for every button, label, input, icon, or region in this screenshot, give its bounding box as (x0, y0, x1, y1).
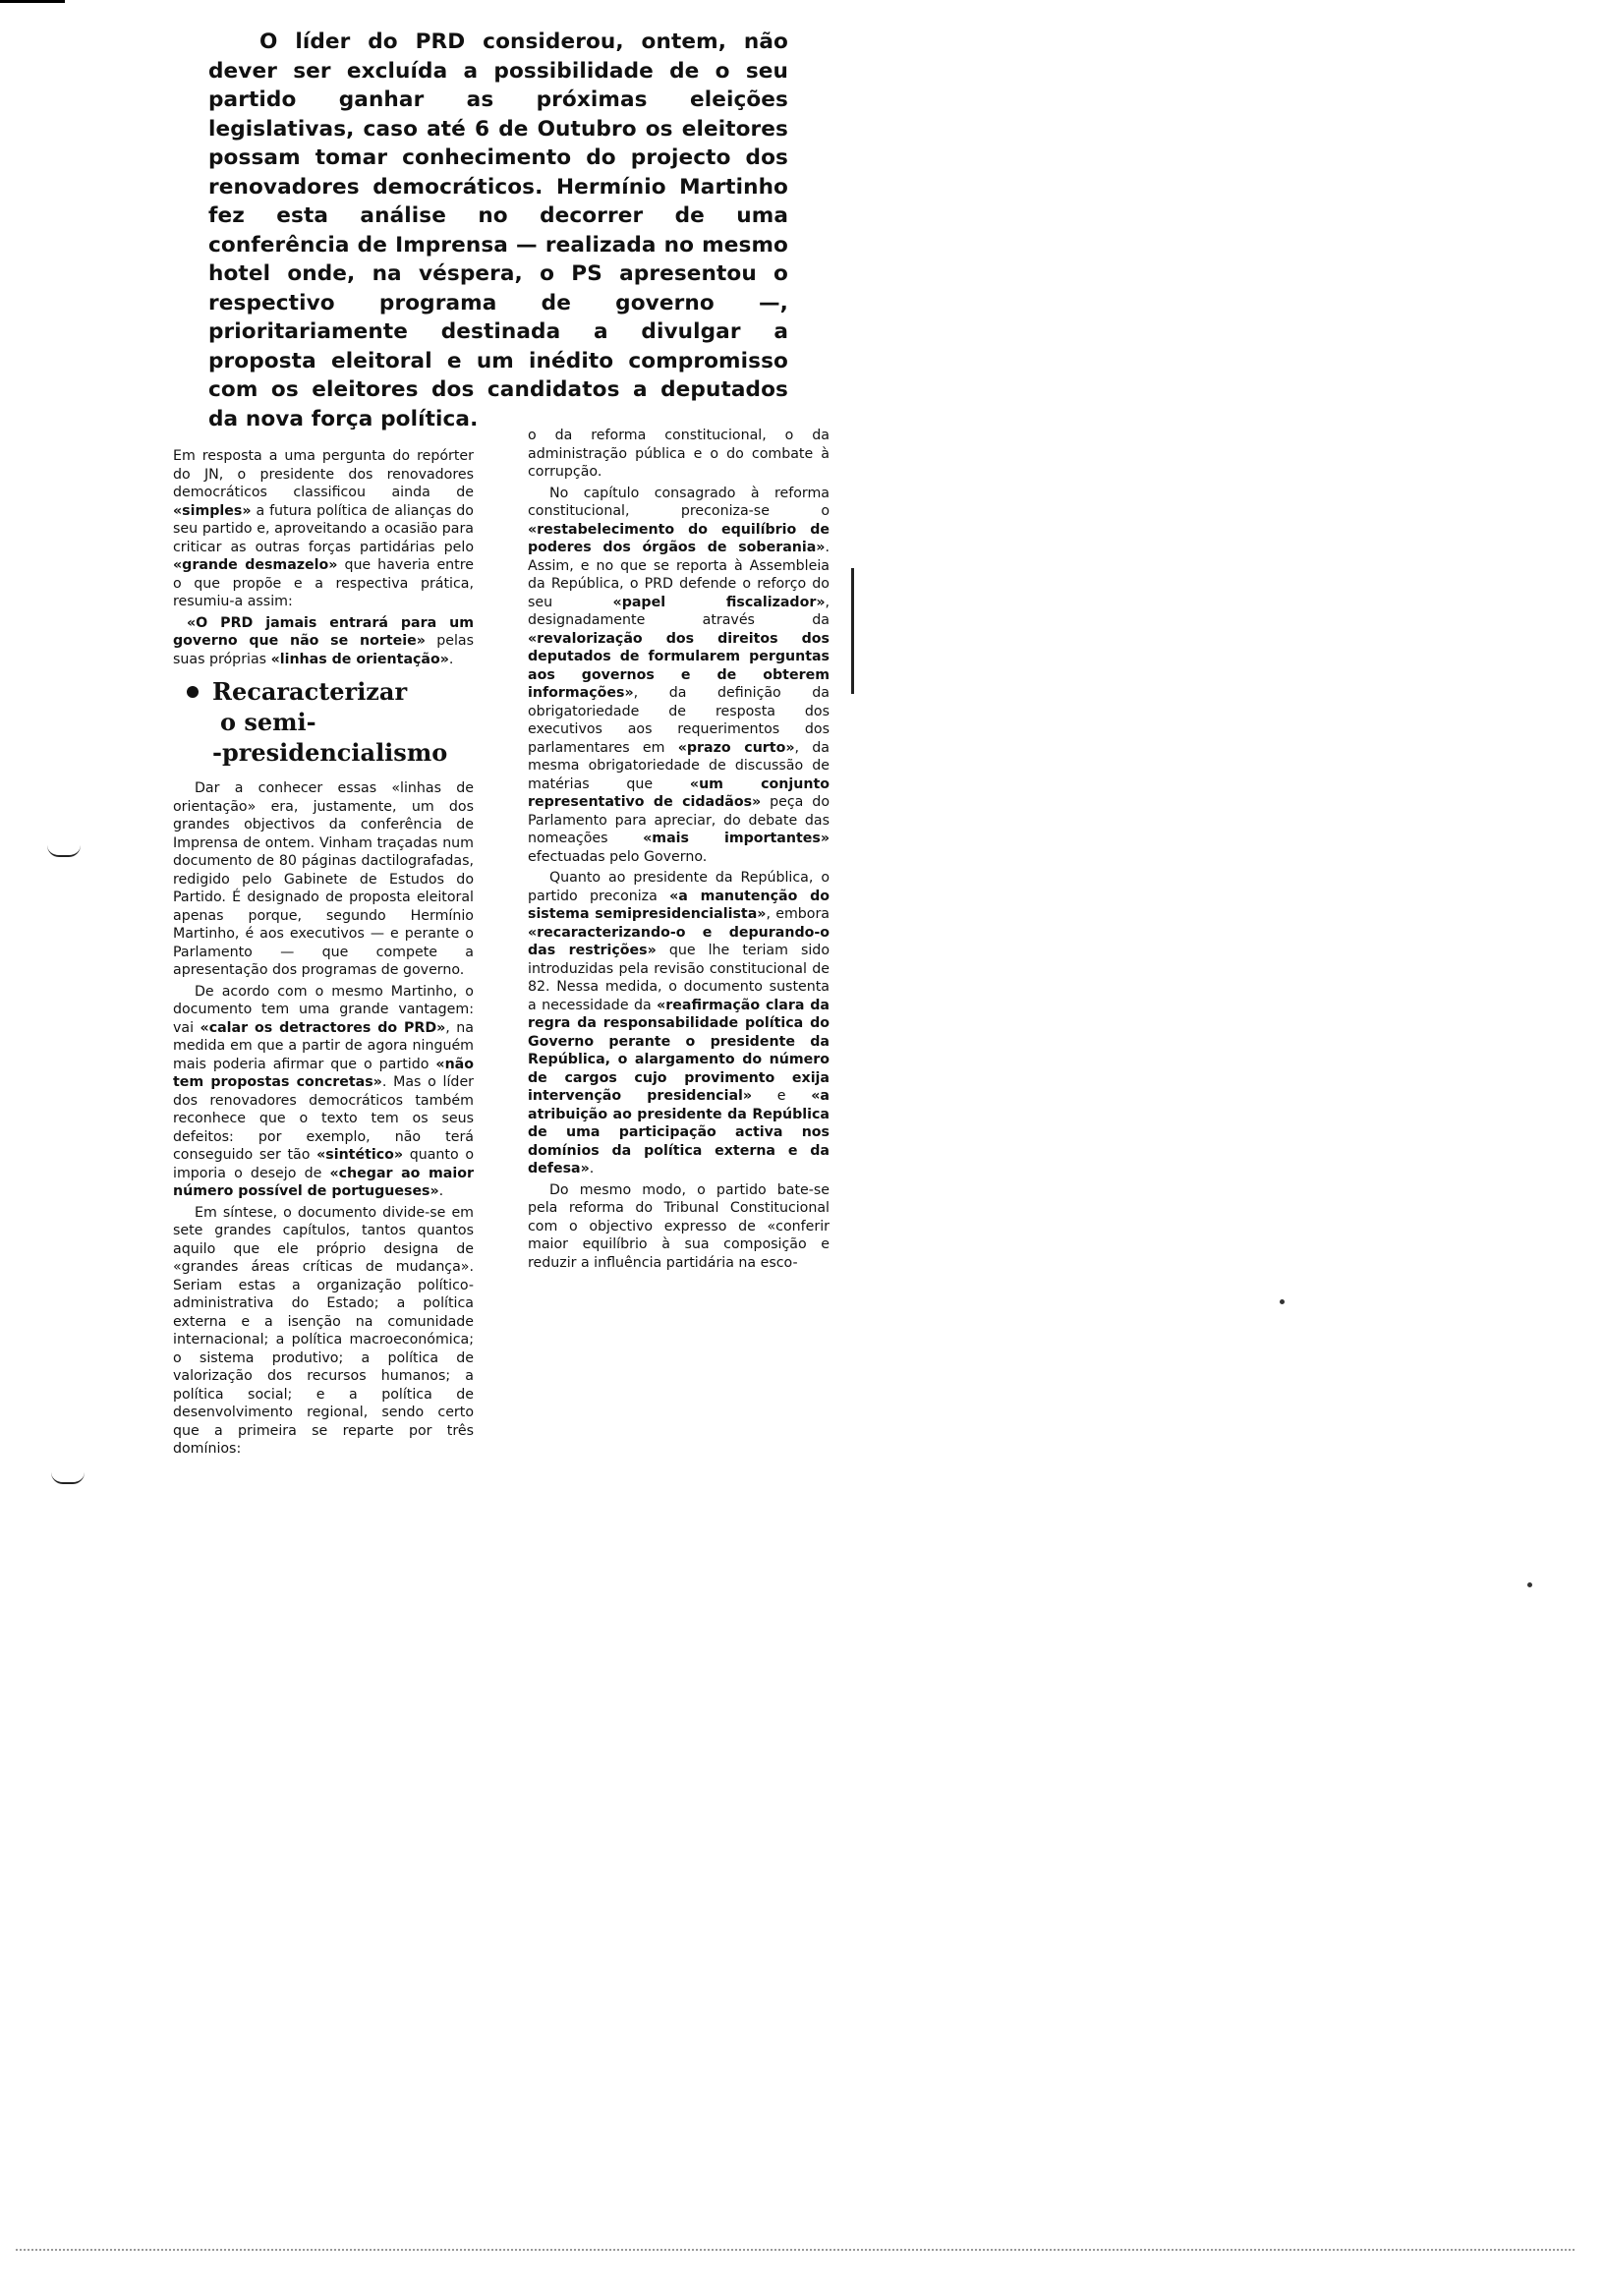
emphasis-run: «linhas de orientação» (270, 651, 449, 667)
text-run: que lhe teriam sido introduzidas pela revisão constitucional de 82. Nessa medida, o documento sustenta a necessidade da (528, 943, 830, 1013)
text-run: , da mesma obrigatoriedade de discussão de matérias que (528, 739, 830, 792)
emphasis-run: «mais importantes» (643, 831, 830, 846)
text-run: efectuadas pelo Governo. (528, 848, 708, 865)
emphasis-run: «papel fiscalizador» (612, 594, 826, 610)
article-column-left (173, 447, 474, 1462)
emphasis-run: «grande desmazelo» (173, 557, 338, 573)
scan-speck (1280, 1299, 1285, 1304)
text-run: De acordo com o mesmo Martinho, o documento tem uma grande vantagem: vai (173, 983, 474, 1036)
emphasis-run: «a atribuição ao presidente da República de uma participação activa nos domínios da política externa e da defesa» (528, 1088, 830, 1177)
article-lead: O líder do PRD considerou, ontem, não dever ser excluída a possibilidade de o seu partido ganhar as próximas eleições legislativas, caso até 6 de Outubro os eleitores possam tomar conhecimento do projecto dos renovadores democráticos. Hermínio Martinho fez esta análise no decorrer de uma conferência de Imprensa — realizada no mesmo hotel onde, na véspera, o PS apresentou o respectivo programa de governo —, prioritariamente destinada a divulgar a proposta eleitoral e um inédito compromisso com os eleitores dos candidatos a deputados da nova força política. (208, 29, 788, 431)
emphasis-run: «recaracterizando-o e depurando-o das restrições» (528, 924, 830, 958)
text-run: que haveria entre o que propõe e a respectiva prática, resumiu-a assim: (173, 557, 474, 609)
text-run: Em síntese, o documento divide-se em sete grandes capítulos, tantos quantos aquilo que ele próprio designa de «grandes áreas críticas de mudança». Seriam estas a organização político-administrativa do Estado; a política externa e a isenção na comunidade internacional; a política macroeconómica; o sistema produtivo; a política de valorização dos recursos humanos; a política social; e a política de desenvolvimento regional, sendo certo que a primeira se reparte por três domínios: (173, 1204, 474, 1457)
text-run: a futura política de alianças do seu partido e, aproveitando a ocasião para criticar as outras forças partidárias pelo (173, 502, 474, 555)
emphasis-run: «restabelecimento do equilíbrio de poderes dos órgãos de soberania» (528, 521, 830, 555)
subheading-line: -presidencialismo (212, 738, 448, 767)
text-run: Em resposta a uma pergunta do repórter do JN, o presidente dos renovadores democráticos classificou ainda de (173, 448, 474, 500)
text-run: pelas suas próprias (173, 633, 474, 667)
emphasis-run: «não tem propostas concretas» (173, 1056, 474, 1090)
section-subheading (187, 676, 474, 768)
subheading-line: Recaracterizar (212, 677, 408, 706)
text-run: , designadamente através da (528, 594, 830, 628)
margin-mark (51, 1472, 85, 1484)
paragraph (528, 869, 830, 1178)
emphasis-run: «revalorização dos direitos dos deputados de formularem perguntas aos governos e de obterem informações» (528, 630, 830, 701)
text-run: . Mas o líder dos renovadores democráticos também reconhece que o texto tem os seus defeitos: por exemplo, não terá conseguido ser tão (173, 1074, 474, 1163)
paragraph (173, 779, 474, 980)
emphasis-run: «a manutenção do sistema semipresidencialista» (528, 888, 830, 922)
scan-speck (1527, 1582, 1532, 1587)
text-run: , na medida em que a partir de agora ninguém mais poderia afirmar que o partido (173, 1019, 474, 1072)
text-run: , embora (766, 906, 830, 922)
paragraph (173, 447, 474, 611)
emphasis-run: «prazo curto» (677, 739, 795, 756)
text-run: Do mesmo modo, o partido bate-se pela reforma do Tribunal Constitucional com o objectivo expresso de «conferir maior equilíbrio à sua composição e reduzir a influência partidária na esco- (528, 1181, 830, 1271)
scan-edge-bar (851, 568, 854, 694)
text-run: . Assim, e no que se reporta à Assembleia da República, o PRD defende o reforço do seu (528, 540, 830, 610)
article-column-right (528, 427, 830, 1275)
emphasis-run: «chegar ao maior número possível de portugueses» (173, 1165, 474, 1199)
emphasis-run: «sintético» (316, 1147, 404, 1163)
margin-mark (47, 845, 81, 857)
paragraph (173, 1204, 474, 1459)
text-run: Quanto ao presidente da República, o partido preconiza (528, 870, 830, 904)
emphasis-run: «O PRD jamais entrará para um governo que não se norteie» (173, 614, 474, 649)
scan-bottom-noise (16, 2249, 1575, 2251)
text-run: quanto o imporia o desejo de (173, 1147, 474, 1181)
emphasis-run: «simples» (173, 502, 252, 519)
emphasis-run: «reafirmação clara da regra da responsabilidade política do Governo perante o presidente da República, o alargamento do número de cargos cujo provimento exija intervenção presidencial» (528, 997, 830, 1104)
paragraph (528, 485, 830, 867)
text-run: Dar a conhecer essas «linhas de orientação» era, justamente, um dos grandes objectivos da conferência de Imprensa de ontem. Vinham traçadas num documento de 80 páginas dactilografadas, redigido pelo Gabinete de Estudos do Partido. É designado de proposta eleitoral apenas porque, segundo Hermínio Martinho, é aos executivos — e perante o Parlamento — que compete a apresentação dos programas de governo. (173, 780, 474, 978)
text-run: . (589, 1161, 595, 1177)
paragraph (528, 427, 830, 482)
paragraph (528, 1181, 830, 1273)
bullet-icon (187, 686, 199, 698)
scan-corner-mark (0, 0, 65, 3)
paragraph (173, 983, 474, 1201)
pull-quote (173, 614, 474, 669)
text-run: No capítulo consagrado à reforma constitucional, preconiza-se o (528, 485, 830, 519)
text-run: . (438, 1183, 444, 1199)
text-run: o da reforma constitucional, o da administração pública e o do combate à corrupção. (528, 428, 830, 480)
emphasis-run: «um conjunto representativo de cidadãos» (528, 775, 830, 810)
text-run: , da definição da obrigatoriedade de resposta dos executivos aos requerimentos dos parlamentares em (528, 685, 830, 756)
subheading-line: o semi- (220, 708, 316, 736)
text-run: peça do Parlamento para apreciar, do debate das nomeações (528, 794, 830, 846)
text-run: e (752, 1088, 812, 1104)
emphasis-run: «calar os detractores do PRD» (200, 1019, 446, 1036)
text-run: . (448, 651, 454, 667)
